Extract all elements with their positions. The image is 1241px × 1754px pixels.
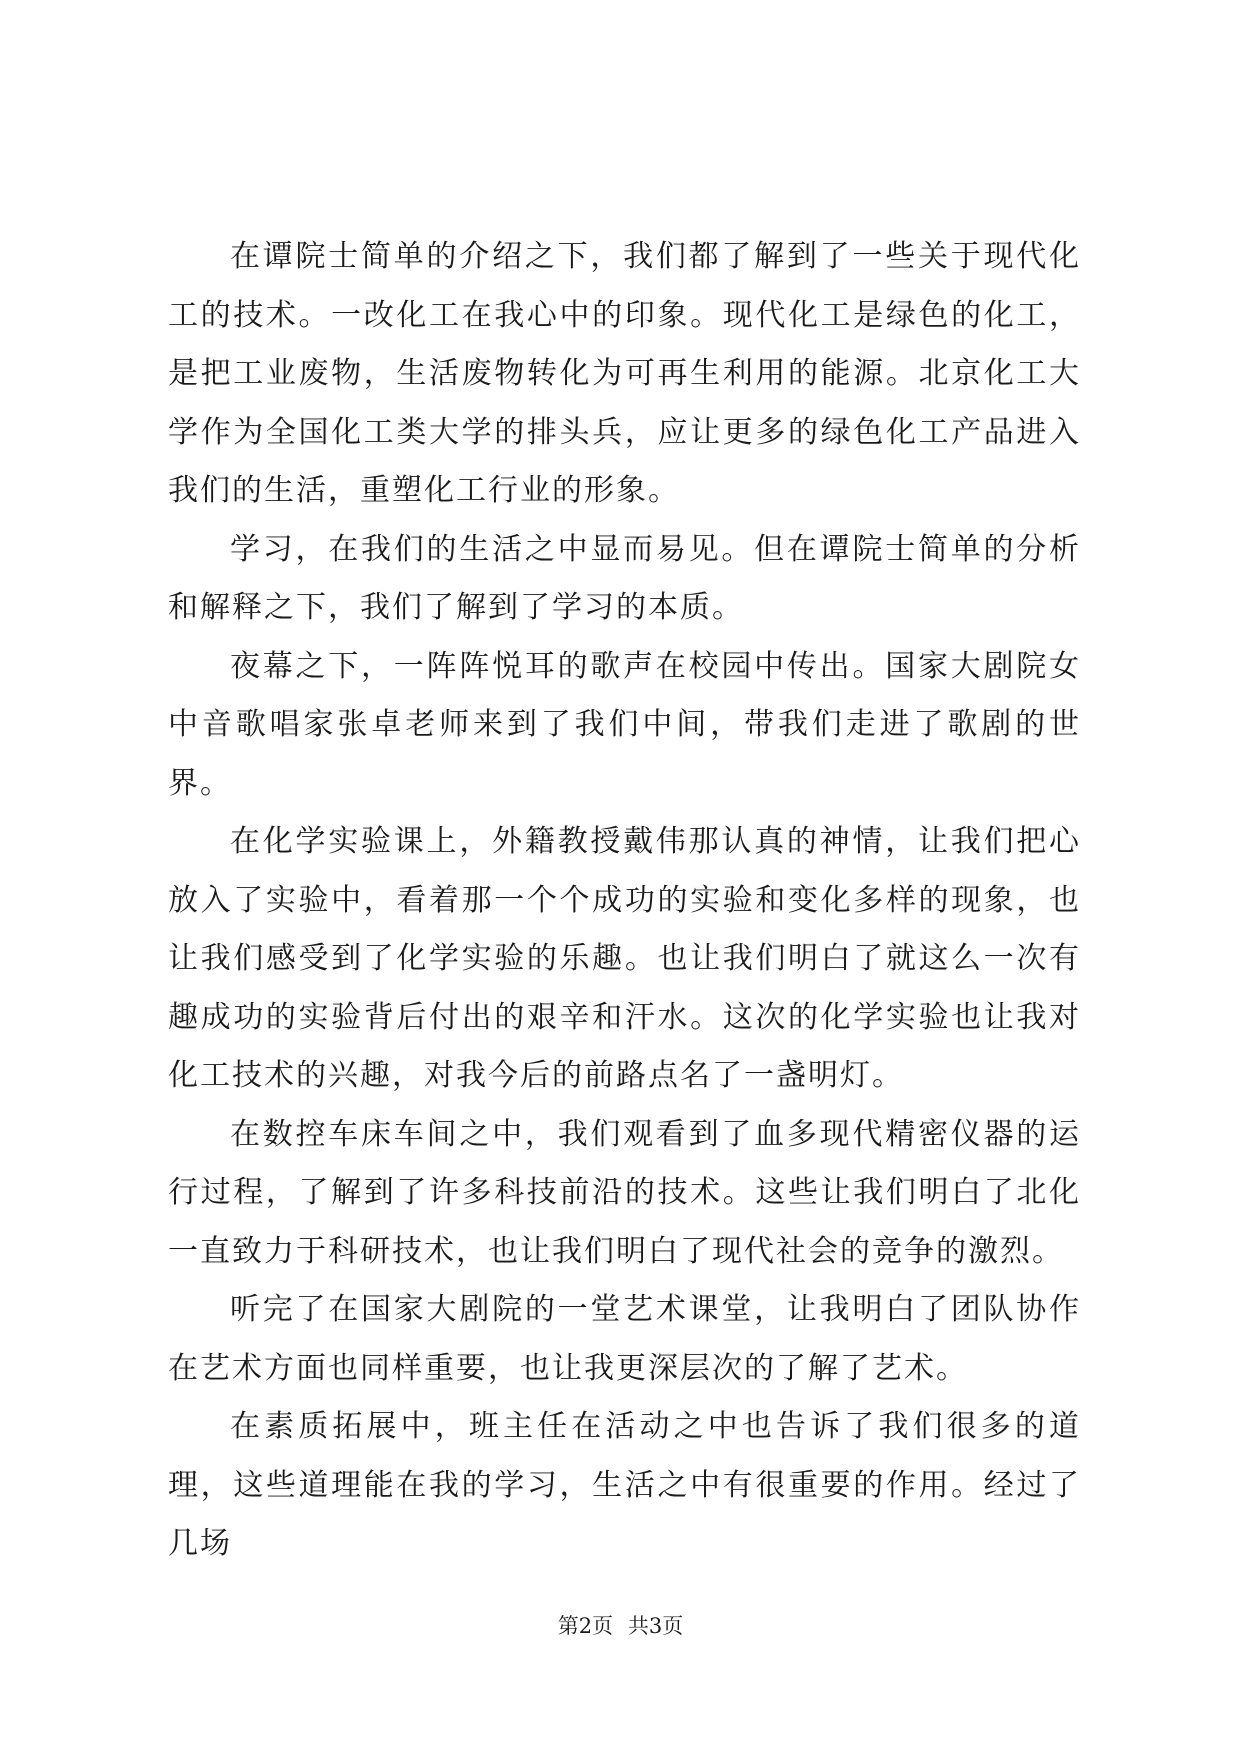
paragraph: 在谭院士简单的介绍之下，我们都了解到了一些关于现代化工的技术。一改化工在我心中的印象。现代化工是绿色的化工，是把工业废物，生活废物转化为可再生利用的能源。北京化工大学作为全国化工类大学的排头兵，应让更多的绿色化工产品进入我们的生活，重塑化工行业的形象。 xyxy=(168,239,1081,508)
page-total: 共3页 xyxy=(627,1614,684,1638)
paragraph: 在化学实验课上，外籍教授戴伟那认真的神情，让我们把心放入了实验中，看着那一个个成功的实验和变化多样的现象，也让我们感受到了化学实验的乐趣。也让我们明白了就这么一次有趣成功的实验背后付出的艰辛和汗水。这次的化学实验也让我对化工技术的兴趣，对我今后的前路点名了一盏明灯。 xyxy=(168,824,1081,1093)
paragraph: 在数控车床车间之中，我们观看到了血多现代精密仪器的运行过程，了解到了许多科技前沿的技术。这些让我们明白了北化一直致力于科研技术，也让我们明白了现代社会的竞争的激烈。 xyxy=(168,1116,1081,1269)
paragraph: 夜幕之下，一阵阵悦耳的歌声在校园中传出。国家大剧院女中音歌唱家张卓老师来到了我们中间，带我们走进了歌剧的世界。 xyxy=(168,648,1081,801)
paragraph: 听完了在国家大剧院的一堂艺术课堂，让我明白了团队协作在艺术方面也同样重要，也让我更深层次的了解了艺术。 xyxy=(168,1292,1081,1386)
paragraph: 在素质拓展中，班主任在活动之中也告诉了我们很多的道理，这些道理能在我的学习，生活之中有很重要的作用。经过了几场 xyxy=(168,1409,1081,1561)
document-body xyxy=(168,228,1081,1574)
page-footer xyxy=(0,1612,1241,1640)
paragraph: 学习，在我们的生活之中显而易见。但在谭院士简单的分析和解释之下，我们了解到了学习的本质。 xyxy=(168,531,1081,625)
page-number: 第2页 xyxy=(557,1614,614,1638)
